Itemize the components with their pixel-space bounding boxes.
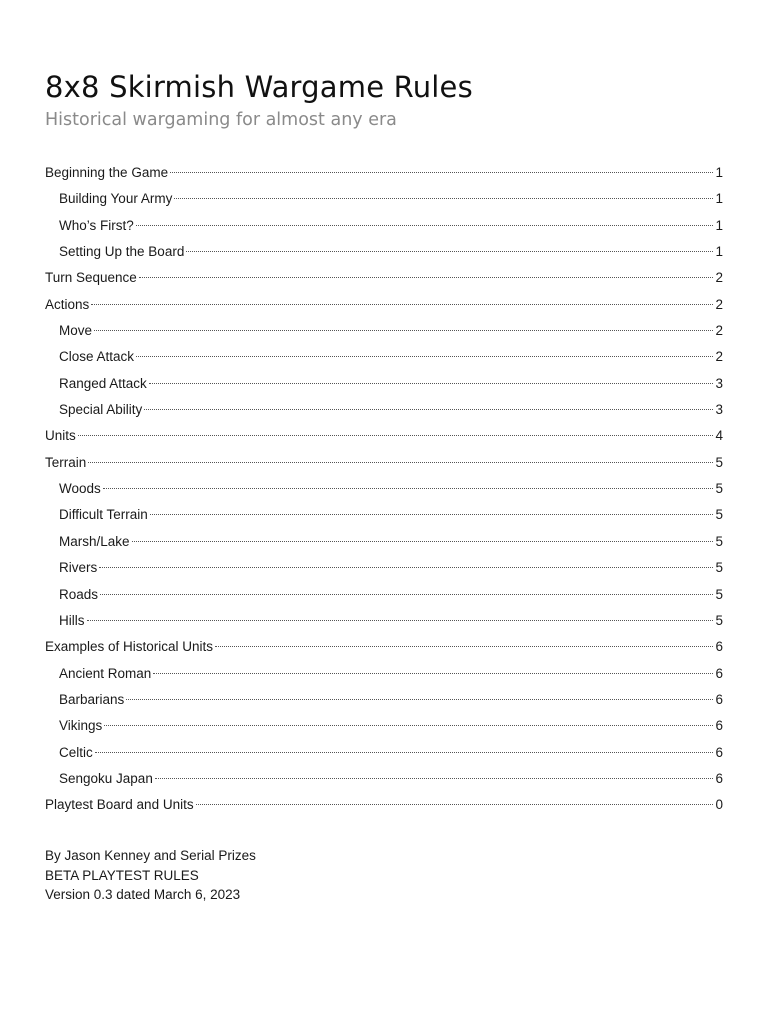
toc-entry-page-number: 1 (715, 165, 723, 180)
toc-entry-page-number: 6 (715, 665, 723, 681)
toc-entry[interactable] (45, 792, 723, 818)
toc-entry-page-number: 5 (715, 507, 723, 523)
toc-dot-leader (186, 249, 713, 252)
toc-dot-leader (149, 381, 713, 384)
toc-entry[interactable] (45, 160, 723, 186)
document-title: 8x8 Skirmish Wargame Rules (45, 70, 473, 105)
toc-entry-label: Barbarians (59, 691, 125, 707)
authors-line: By Jason Kenney and Serial Prizes (45, 848, 256, 863)
toc-entry-page-number: 1 (715, 191, 723, 207)
toc-dot-leader (87, 618, 714, 621)
toc-entry-page-number: 5 (715, 481, 723, 497)
toc-entry-label: Roads (59, 586, 99, 602)
toc-entry-page-number: 3 (715, 402, 723, 418)
toc-entry-page-number: 5 (715, 612, 723, 628)
toc-dot-leader (88, 460, 713, 463)
toc-entry-page-number: 5 (715, 533, 723, 549)
toc-entry-page-number: 2 (715, 296, 723, 312)
toc-dot-leader (144, 407, 713, 410)
toc-entry[interactable] (45, 687, 723, 713)
toc-entry-page-number: 2 (715, 323, 723, 339)
toc-entry[interactable] (45, 213, 723, 239)
toc-dot-leader (94, 328, 713, 331)
toc-entry[interactable] (45, 529, 723, 555)
toc-entry-label: Celtic (59, 744, 93, 760)
toc-entry-label: Rivers (59, 560, 98, 576)
toc-entry-label: Examples of Historical Units (45, 639, 214, 655)
toc-entry[interactable] (45, 371, 723, 397)
toc-dot-leader (150, 512, 713, 515)
toc-entry-page-number: 0 (715, 797, 723, 813)
toc-entry-page-number: 6 (715, 770, 723, 786)
table-of-contents (45, 160, 723, 819)
toc-entry-label: Building Your Army (59, 191, 173, 207)
version-line: Version 0.3 dated March 6, 2023 (45, 887, 241, 902)
toc-dot-leader (78, 433, 713, 436)
toc-dot-leader (103, 486, 713, 489)
credits-block (45, 846, 256, 905)
toc-entry-page-number: 1 (715, 244, 723, 260)
document-subtitle: Historical wargaming for almost any era (45, 110, 397, 130)
toc-dot-leader (139, 275, 713, 278)
toc-entry[interactable] (45, 318, 723, 344)
toc-entry-label: Beginning the Game (45, 165, 169, 180)
toc-entry-page-number: 6 (715, 691, 723, 707)
toc-entry-label: Vikings (59, 718, 103, 734)
toc-entry-label: Terrain (45, 454, 87, 470)
toc-entry-label: Special Ability (59, 402, 143, 418)
toc-dot-leader (100, 592, 713, 595)
toc-entry-page-number: 2 (715, 270, 723, 286)
toc-dot-leader (104, 723, 713, 726)
toc-entry-label: Hills (59, 612, 85, 628)
toc-entry-label: Ancient Roman (59, 665, 152, 681)
toc-entry-page-number: 5 (715, 586, 723, 602)
toc-entry[interactable] (45, 582, 723, 608)
toc-entry-label: Sengoku Japan (59, 770, 153, 786)
toc-entry[interactable] (45, 766, 723, 792)
toc-entry[interactable] (45, 186, 723, 212)
toc-entry-label: Ranged Attack (59, 375, 147, 391)
toc-entry[interactable] (45, 740, 723, 766)
toc-dot-leader (174, 196, 713, 199)
toc-entry-label: Difficult Terrain (59, 507, 148, 523)
toc-dot-leader (170, 170, 713, 173)
toc-entry-page-number: 6 (715, 744, 723, 760)
toc-entry-page-number: 1 (715, 217, 723, 233)
toc-entry-label: Setting Up the Board (59, 244, 185, 260)
toc-entry[interactable] (45, 476, 723, 502)
toc-entry[interactable] (45, 292, 723, 318)
toc-entry[interactable] (45, 555, 723, 581)
toc-entry-page-number: 6 (715, 639, 723, 655)
toc-dot-leader (196, 802, 713, 805)
toc-entry-label: Marsh/Lake (59, 533, 130, 549)
toc-dot-leader (126, 697, 713, 700)
toc-dot-leader (215, 644, 713, 647)
toc-entry[interactable] (45, 423, 723, 449)
toc-entry[interactable] (45, 661, 723, 687)
toc-dot-leader (99, 565, 713, 568)
toc-entry-label: Turn Sequence (45, 270, 137, 286)
toc-entry[interactable] (45, 713, 723, 739)
toc-entry-label: Who’s First? (59, 217, 134, 233)
toc-dot-leader (136, 354, 713, 357)
toc-dot-leader (91, 302, 713, 305)
toc-entry[interactable] (45, 608, 723, 634)
toc-dot-leader (153, 671, 713, 674)
toc-entry[interactable] (45, 397, 723, 423)
toc-entry-label: Playtest Board and Units (45, 797, 194, 813)
toc-entry[interactable] (45, 239, 723, 265)
toc-dot-leader (136, 223, 713, 226)
toc-entry-page-number: 5 (715, 560, 723, 576)
toc-entry[interactable] (45, 502, 723, 528)
toc-entry[interactable] (45, 634, 723, 660)
toc-dot-leader (95, 750, 713, 753)
toc-entry-page-number: 2 (715, 349, 723, 365)
toc-entry-label: Move (59, 323, 93, 339)
toc-entry[interactable] (45, 344, 723, 370)
toc-entry-page-number: 5 (715, 454, 723, 470)
toc-entry-label: Close Attack (59, 349, 135, 365)
toc-entry-page-number: 6 (715, 718, 723, 734)
status-line: BETA PLAYTEST RULES (45, 867, 199, 883)
toc-entry-label: Units (45, 428, 76, 444)
toc-entry-label: Woods (59, 481, 101, 497)
toc-dot-leader (132, 539, 713, 542)
toc-entry[interactable] (45, 265, 723, 291)
toc-entry[interactable] (45, 450, 723, 476)
toc-entry-label: Actions (45, 296, 90, 312)
toc-entry-page-number: 3 (715, 375, 723, 391)
toc-entry-page-number: 4 (715, 428, 723, 444)
toc-dot-leader (155, 776, 713, 779)
